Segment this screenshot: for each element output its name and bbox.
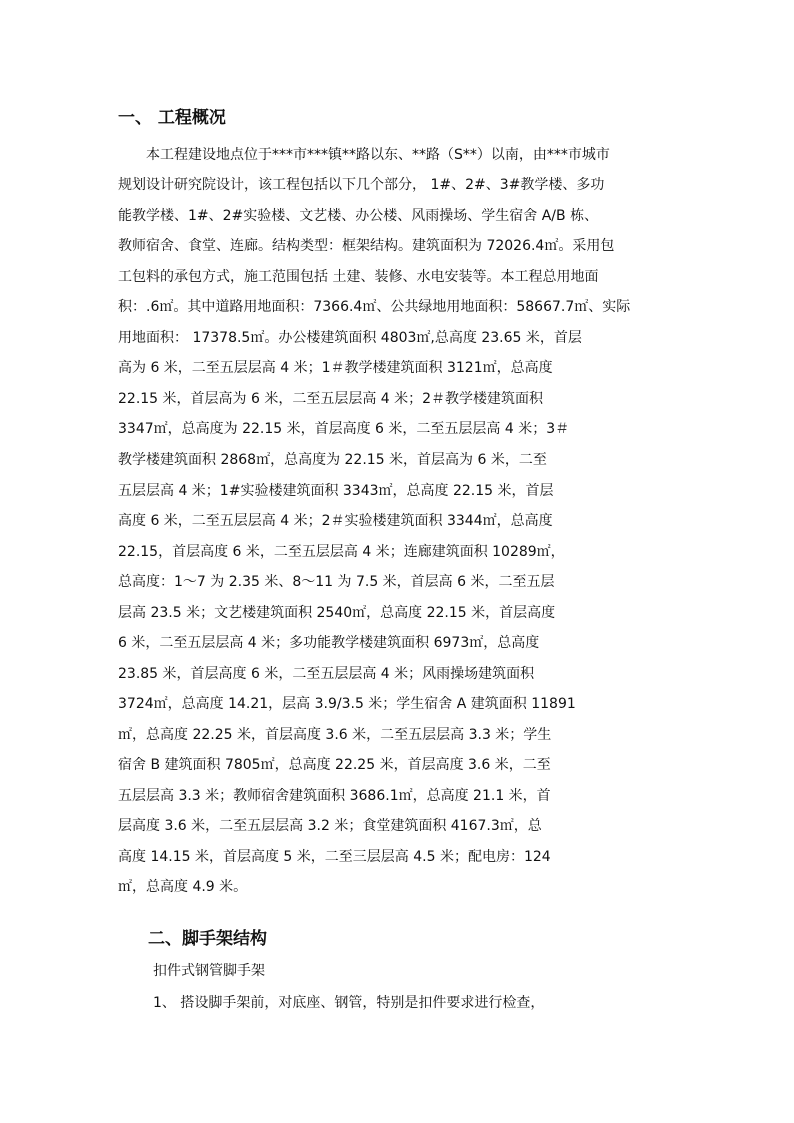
paragraph-line: 23.85 米，首层高度 6 米，二至五层层高 4 米；风雨操场建筑面积 — [118, 666, 535, 682]
paragraph-line: 22.15 米，首层高为 6 米，二至五层层高 4 米；2＃教学楼建筑面积 — [118, 391, 544, 407]
paragraph-line: ㎡，总高度 4.9 米。 — [118, 879, 248, 895]
paragraph-line: 总高度：1～7 为 2.35 米、8～11 为 7.5 米，首层高 6 米，二至五层 — [118, 574, 555, 590]
paragraph-line: 规划设计研究院设计，该工程包括以下几个部分， 1#、2#、3#教学楼、多功 — [118, 177, 605, 193]
paragraph-line: 层高 23.5 米；文艺楼建筑面积 2540㎡，总高度 22.15 米，首层高度 — [118, 605, 556, 621]
paragraph-line: 五层层高 3.3 米；教师宿舍建筑面积 3686.1㎡，总高度 21.1 米，首 — [118, 788, 551, 804]
paragraph-line: 宿舍 B 建筑面积 7805㎡，总高度 22.25 米，首层高度 3.6 米，二至 — [118, 757, 551, 773]
paragraph-line: 3724㎡，总高度 14.21，层高 3.9/3.5 米；学生宿舍 A 建筑面积 11891 — [118, 696, 576, 712]
paragraph-line: 用地面积： 17378.5㎡。办公楼建筑面积 4803㎡,总高度 23.65 米，首层 — [118, 330, 582, 346]
paragraph-line: 6 米，二至五层层高 4 米；多功能教学楼建筑面积 6973㎡，总高度 — [118, 635, 540, 651]
paragraph-line: 积：.6㎡。其中道路用地面积：7366.4㎡、公共绿地用地面积：58667.7㎡、实际 — [118, 299, 631, 315]
paragraph-line: 22.15，首层高度 6 米，二至五层层高 4 米；连廊建筑面积 10289㎡， — [118, 544, 565, 560]
paragraph-line: 本工程建设地点位于***市***镇**路以东、**路（S**）以南，由***市城市 — [146, 147, 610, 163]
paragraph-line: 工包料的承包方式，施工范围包括 土建、装修、水电安装等。本工程总用地面 — [118, 269, 599, 285]
list-item: 1、 搭设脚手架前，对底座、钢管，特别是扣件要求进行检查， — [153, 995, 545, 1011]
section-heading-scaffold: 二、脚手架结构 — [148, 929, 267, 949]
paragraph-line: 高为 6 米，二至五层层高 4 米；1＃教学楼建筑面积 3121㎡，总高度 — [118, 360, 553, 376]
paragraph-line: 高度 6 米，二至五层层高 4 米；2＃实验楼建筑面积 3344㎡，总高度 — [118, 513, 553, 529]
paragraph-line: 教学楼建筑面积 2868㎡，总高度为 22.15 米，首层高为 6 米，二至 — [118, 452, 547, 468]
paragraph-line: 高度 14.15 米，首层高度 5 米，二至三层层高 4.5 米；配电房：124 — [118, 849, 551, 865]
paragraph-line: 五层层高 4 米；1#实验楼建筑面积 3343㎡，总高度 22.15 米，首层 — [118, 483, 554, 499]
paragraph-line: 能教学楼、1#、2#实验楼、文艺楼、办公楼、风雨操场、学生宿舍 A/B 栋、 — [118, 208, 599, 224]
paragraph-line: ㎡，总高度 22.25 米，首层高度 3.6 米，二至五层层高 3.3 米；学生 — [118, 727, 552, 743]
section-heading-overview: 一、 工程概况 — [118, 108, 226, 128]
paragraph-line: 层高度 3.6 米，二至五层层高 3.2 米；食堂建筑面积 4167.3㎡，总 — [118, 818, 542, 834]
subheading: 扣件式钢管脚手架 — [153, 963, 265, 979]
paragraph-line: 教师宿舍、食堂、连廊。结构类型：框架结构。建筑面积为 72026.4㎡。采用包 — [118, 238, 615, 254]
paragraph-line: 3347㎡，总高度为 22.15 米，首层高度 6 米，二至五层层高 4 米；3＃ — [118, 421, 570, 437]
